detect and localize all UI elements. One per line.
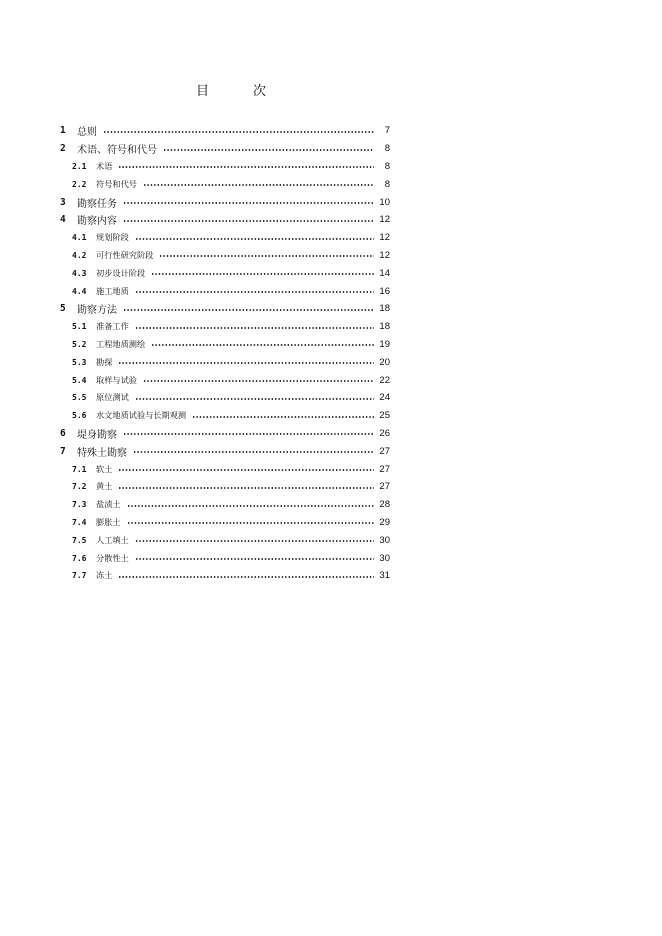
toc-section-entry[interactable] [60,549,390,567]
toc-dot-leader [135,327,374,329]
toc-entry-number: 4.1 [72,233,87,243]
toc-section-entry[interactable] [60,229,390,247]
toc-dot-leader [127,522,374,524]
toc-entry-number: 2.2 [72,179,87,189]
toc-entry-page-number: 12 [379,232,390,244]
toc-dot-leader [118,362,374,364]
toc-dot-leader [135,291,374,293]
toc-section-entry[interactable] [60,531,390,549]
toc-section-entry[interactable] [60,264,390,282]
toc-chapter-entry[interactable] [60,140,390,158]
toc-entry-number: 7.1 [72,464,87,474]
toc-entry-page-number: 19 [379,338,390,350]
toc-entry-title: 取样与试验 [96,374,137,385]
toc-dot-leader [151,273,374,275]
toc-dot-leader [163,149,374,151]
toc-entry-page-number: 8 [384,178,390,190]
toc-section-entry[interactable] [60,336,390,354]
toc-section-entry[interactable] [60,158,390,176]
toc-entry-page-number: 29 [379,516,390,528]
toc-entry-page-number: 26 [379,427,390,439]
toc-entry-number: 5.6 [72,411,87,421]
toc-chapter-entry[interactable] [60,122,390,140]
toc-section-entry[interactable] [60,247,390,265]
page-title [196,80,266,99]
toc-entry-number: 6 [60,427,66,439]
toc-dot-leader [127,505,374,507]
toc-entry-page-number: 30 [379,534,390,546]
toc-entry-title: 施工地质 [96,285,129,296]
toc-entry-title: 人工填土 [96,534,129,545]
toc-entry-number: 4.4 [72,286,87,296]
toc-entry-page-number: 18 [379,321,390,333]
toc-chapter-entry[interactable] [60,193,390,211]
toc-chapter-entry[interactable] [60,442,390,460]
toc-dot-leader [123,202,374,204]
toc-dot-leader [143,184,374,186]
toc-entry-number: 5.5 [72,393,87,403]
toc-entry-number: 2.1 [72,161,87,171]
toc-dot-leader [151,344,374,346]
toc-entry-number: 4.3 [72,268,87,278]
toc-section-entry[interactable] [60,353,390,371]
toc-entry-title: 总则 [77,127,97,139]
toc-entry-title: 工程地质测绘 [96,338,146,349]
toc-entry-page-number: 25 [379,410,390,422]
toc-dot-leader [118,166,374,168]
toc-section-entry[interactable] [60,567,390,585]
toc-dot-leader [123,309,374,311]
toc-entry-number: 7.7 [72,571,87,581]
toc-entry-title: 特殊土勘察 [77,447,127,459]
toc-dot-leader [123,220,374,222]
toc-entry-number: 5.4 [72,375,87,385]
toc-entry-page-number: 10 [379,196,390,208]
toc-entry-page-number: 28 [379,499,390,511]
toc-entry-number: 7.2 [72,482,87,492]
toc-entry-page-number: 24 [379,392,390,404]
toc-dot-leader [103,131,374,133]
toc-entry-number: 5.1 [72,322,87,332]
toc-entry-page-number: 12 [379,214,390,226]
toc-entry-title: 冻土 [96,570,113,581]
toc-dot-leader [143,380,374,382]
toc-entry-page-number: 8 [384,143,390,155]
toc-dot-leader [135,398,374,400]
toc-section-entry[interactable] [60,282,390,300]
toc-entry-number: 7.3 [72,500,87,510]
toc-entry-title: 软土 [96,463,113,474]
page-title-char-2: 次 [252,84,266,99]
toc-entry-title: 勘察方法 [77,305,117,317]
toc-entry-title: 堤身勘察 [77,429,117,441]
toc-entry-number: 7 [60,445,66,457]
toc-dot-leader [159,255,374,257]
toc-section-entry[interactable] [60,318,390,336]
toc-entry-page-number: 20 [379,356,390,368]
toc-section-entry[interactable] [60,389,390,407]
toc-entry-title: 勘察任务 [77,198,117,210]
toc-entry-page-number: 27 [379,463,390,475]
toc-entry-title: 术语、符号和代号 [77,145,157,157]
toc-entry-number: 7.4 [72,517,87,527]
toc-section-entry[interactable] [60,478,390,496]
toc-entry-title: 原位测试 [96,392,129,403]
toc-dot-leader [135,540,374,542]
toc-entry-number: 2 [60,143,66,155]
toc-entry-title: 符号和代号 [96,178,137,189]
toc-entry-title: 初步设计阶段 [96,267,146,278]
toc-section-entry[interactable] [60,460,390,478]
toc-entry-number: 4.2 [72,250,87,260]
toc-entry-page-number: 27 [379,481,390,493]
toc-entry-page-number: 12 [379,249,390,261]
toc-entry-page-number: 8 [384,160,390,172]
toc-entry-number: 4 [60,214,66,226]
toc-entry-number: 5.2 [72,339,87,349]
toc-entry-title: 膨胀土 [96,516,121,527]
toc-entry-title: 术语 [96,160,113,171]
toc-dot-leader [133,451,374,453]
toc-entry-page-number: 22 [379,374,390,386]
toc-entry-title: 勘探 [96,356,113,367]
toc-dot-leader [192,416,374,418]
toc-section-entry[interactable] [60,371,390,389]
toc-section-entry[interactable] [60,514,390,532]
toc-section-entry[interactable] [60,496,390,514]
toc-entry-title: 分散性土 [96,552,129,563]
toc-entry-title: 准备工作 [96,321,129,332]
toc-entry-number: 7.5 [72,535,87,545]
toc-entry-page-number: 31 [379,570,390,582]
toc-dot-leader [135,558,374,560]
table-of-contents [60,122,390,585]
toc-dot-leader [118,469,374,471]
toc-entry-number: 3 [60,196,66,208]
toc-entry-title: 盐渍土 [96,499,121,510]
toc-entry-page-number: 7 [384,125,390,137]
toc-entry-page-number: 18 [379,303,390,315]
toc-dot-leader [123,433,374,435]
toc-dot-leader [118,576,374,578]
toc-chapter-entry[interactable] [60,211,390,229]
toc-entry-number: 7.6 [72,553,87,563]
toc-entry-page-number: 14 [379,267,390,279]
toc-entry-page-number: 27 [379,445,390,457]
toc-entry-title: 可行性研究阶段 [96,249,154,260]
toc-entry-number: 5.3 [72,357,87,367]
toc-entry-number: 1 [60,125,66,137]
toc-dot-leader [118,487,374,489]
toc-chapter-entry[interactable] [60,300,390,318]
toc-entry-page-number: 30 [379,552,390,564]
toc-entry-title: 勘察内容 [77,216,117,228]
page-title-char-1: 目 [196,84,210,99]
toc-entry-title: 水文地质试验与长期观测 [96,410,187,421]
toc-section-entry[interactable] [60,175,390,193]
toc-section-entry[interactable] [60,407,390,425]
toc-entry-page-number: 16 [379,285,390,297]
toc-entry-title: 黄土 [96,481,113,492]
toc-entry-title: 规划阶段 [96,232,129,243]
toc-entry-number: 5 [60,303,66,315]
toc-chapter-entry[interactable] [60,425,390,443]
toc-dot-leader [135,238,374,240]
